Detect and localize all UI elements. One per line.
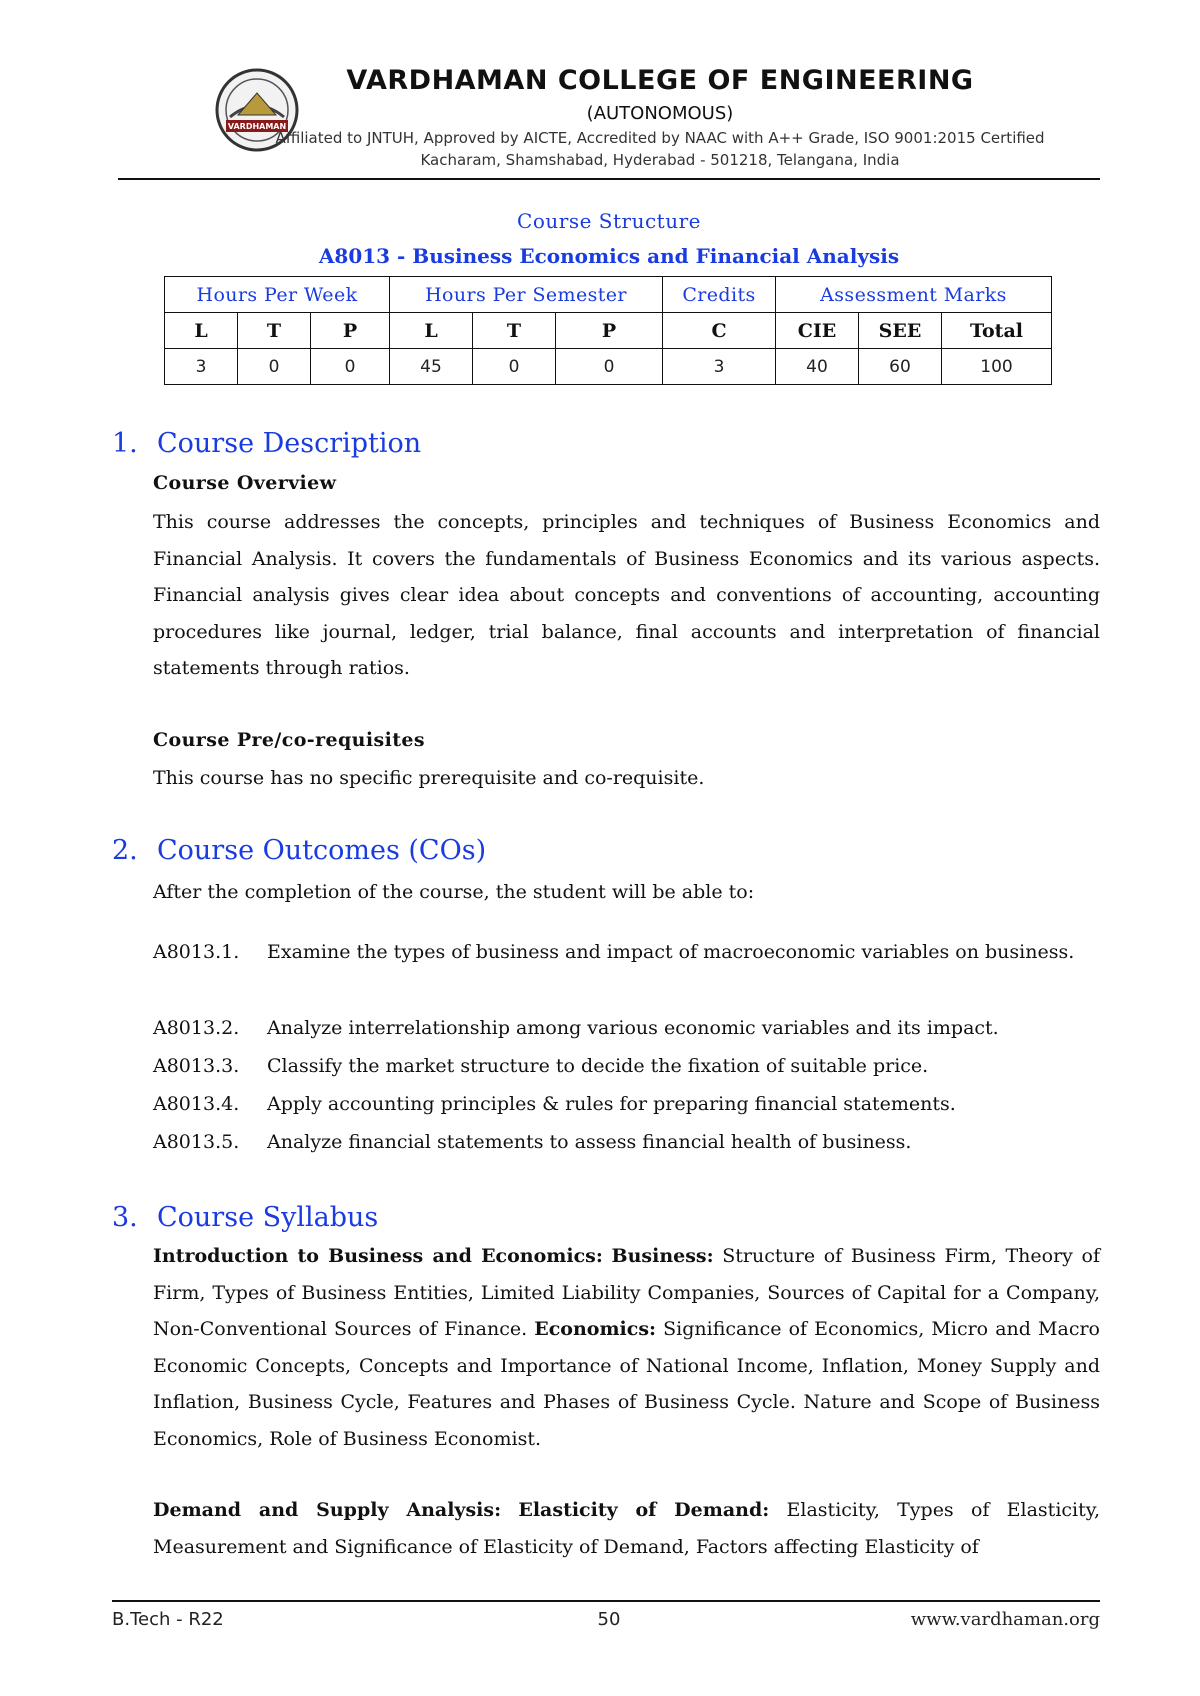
page-number: 50 xyxy=(597,1609,621,1630)
course-structure-title: Course Structure xyxy=(517,209,701,233)
sub-header: T xyxy=(473,313,556,349)
course-title: A8013 - Business Economics and Financial Analysis xyxy=(318,244,900,268)
section-title: Course Outcomes (COs) xyxy=(157,835,487,866)
outcome-item xyxy=(153,1085,1100,1123)
group-header: Hours Per Semester xyxy=(390,277,663,313)
table-cell: 0 xyxy=(238,349,311,385)
outcome-text: Analyze interrelationship among various economic variables and its impact. xyxy=(267,1017,999,1039)
sub-header: C xyxy=(663,313,776,349)
outcome-code: A8013.3. xyxy=(153,1055,240,1077)
table-cell: 40 xyxy=(776,349,859,385)
table-cell: 3 xyxy=(165,349,238,385)
table-cell: 100 xyxy=(942,349,1052,385)
table-cell: 0 xyxy=(311,349,390,385)
unit-text: Significance of Economics, Micro and Macro Economic Concepts, Concepts and Importance of National Income, Inflation, Money Supply and Inflation, Business Cycle, Features and Phases of Business Cycle. Nature and Scope of Business Economics, Role of Business Economist. xyxy=(153,1318,1100,1450)
section-number: 3. xyxy=(112,1202,138,1233)
sub-header: L xyxy=(165,313,238,349)
sub-header: P xyxy=(556,313,663,349)
section-heading-course-description xyxy=(112,428,421,459)
sub-header: L xyxy=(390,313,473,349)
section-number: 1. xyxy=(112,428,138,459)
table-cell: 0 xyxy=(556,349,663,385)
outcome-text: Apply accounting principles & rules for preparing financial statements. xyxy=(267,1093,956,1115)
header-divider xyxy=(118,178,1100,180)
outcome-code: A8013.5. xyxy=(153,1131,240,1153)
outcome-item xyxy=(153,933,1100,1009)
prerequisites-heading: Course Pre/co-requisites xyxy=(153,729,425,751)
group-header: Assessment Marks xyxy=(776,277,1052,313)
autonomous-label: (AUTONOMOUS) xyxy=(586,103,734,124)
unit-subheading: Economics: xyxy=(534,1318,657,1341)
outcome-item xyxy=(153,1009,1100,1047)
table-sub-header-row xyxy=(165,313,1052,349)
section-heading-course-outcomes xyxy=(112,835,486,866)
table-values-row xyxy=(165,349,1052,385)
outcome-code: A8013.4. xyxy=(153,1093,240,1115)
unit-subheading: Business: xyxy=(611,1245,714,1267)
page-header xyxy=(0,55,1200,175)
prerequisites-text: This course has no specific prerequisite and co-requisite. xyxy=(153,767,705,789)
affiliation-line: Affiliated to JNTUH, Approved by AICTE, Accredited by NAAC with A++ Grade, ISO 9001:2015 Certified xyxy=(275,129,1045,147)
sub-header: T xyxy=(238,313,311,349)
table-cell: 3 xyxy=(663,349,776,385)
group-header: Credits xyxy=(663,277,776,313)
outcome-text: Examine the types of business and impact of macroeconomic variables on business. xyxy=(267,941,1075,963)
unit-text: Elasticity, Types of Elasticity, Measurement and Significance of Elasticity of Demand, Factors affecting Elasticity of xyxy=(153,1499,1101,1558)
syllabus-unit-2 xyxy=(153,1492,1100,1565)
unit-heading: Introduction to Business and Economics: xyxy=(153,1245,603,1267)
section-heading-course-syllabus xyxy=(112,1202,378,1233)
address-line: Kacharam, Shamshabad, Hyderabad - 501218, Telangana, India xyxy=(420,151,900,169)
outcomes-intro: After the completion of the course, the student will be able to: xyxy=(153,881,755,903)
outcome-item xyxy=(153,1123,1100,1161)
footer-divider xyxy=(112,1600,1100,1602)
course-structure-table xyxy=(164,276,1052,385)
outcome-item xyxy=(153,1047,1100,1085)
footer-website-link[interactable]: www.vardhaman.org xyxy=(910,1609,1100,1630)
syllabus-unit-1 xyxy=(153,1238,1100,1458)
sub-header: CIE xyxy=(776,313,859,349)
college-name: VARDHAMAN COLLEGE OF ENGINEERING xyxy=(346,65,974,96)
group-header: Hours Per Week xyxy=(165,277,390,313)
footer-program: B.Tech - R22 xyxy=(112,1609,224,1630)
section-title: Course Description xyxy=(157,428,422,459)
unit-heading: Demand and Supply Analysis: xyxy=(153,1499,502,1521)
outcome-code: A8013.2. xyxy=(153,1017,240,1039)
sub-header: P xyxy=(311,313,390,349)
outcome-code: A8013.1. xyxy=(153,941,240,963)
table-cell: 0 xyxy=(473,349,556,385)
table-cell: 60 xyxy=(859,349,942,385)
table-cell: 45 xyxy=(390,349,473,385)
course-overview-text: This course addresses the concepts, principles and techniques of Business Economics and Financial Analysis. It covers the fundamentals of Business Economics and its various aspects. Financial analysis gives clear idea about concepts and conventions of accounting, accounting procedures like journal, ledger, trial balance, final accounts and interpretation of financial statements through ratios. xyxy=(153,511,1100,680)
section-number: 2. xyxy=(112,835,138,866)
outcome-text: Analyze financial statements to assess financial health of business. xyxy=(267,1131,912,1153)
table-group-header-row xyxy=(165,277,1052,313)
section-title: Course Syllabus xyxy=(157,1202,379,1233)
logo-text: VARDHAMAN xyxy=(227,122,287,131)
outcome-text: Classify the market structure to decide the fixation of suitable price. xyxy=(267,1055,929,1077)
sub-header: Total xyxy=(942,313,1052,349)
sub-header: SEE xyxy=(859,313,942,349)
unit-subheading: Elasticity of Demand: xyxy=(518,1499,770,1521)
course-overview-heading: Course Overview xyxy=(153,472,337,494)
unit-text: Structure of Business Firm, Theory of Firm, Types of Business Entities, Limited Liability Companies, Sources of Capital for a Company, Non-Conventional Sources of Finance. xyxy=(153,1245,1100,1341)
